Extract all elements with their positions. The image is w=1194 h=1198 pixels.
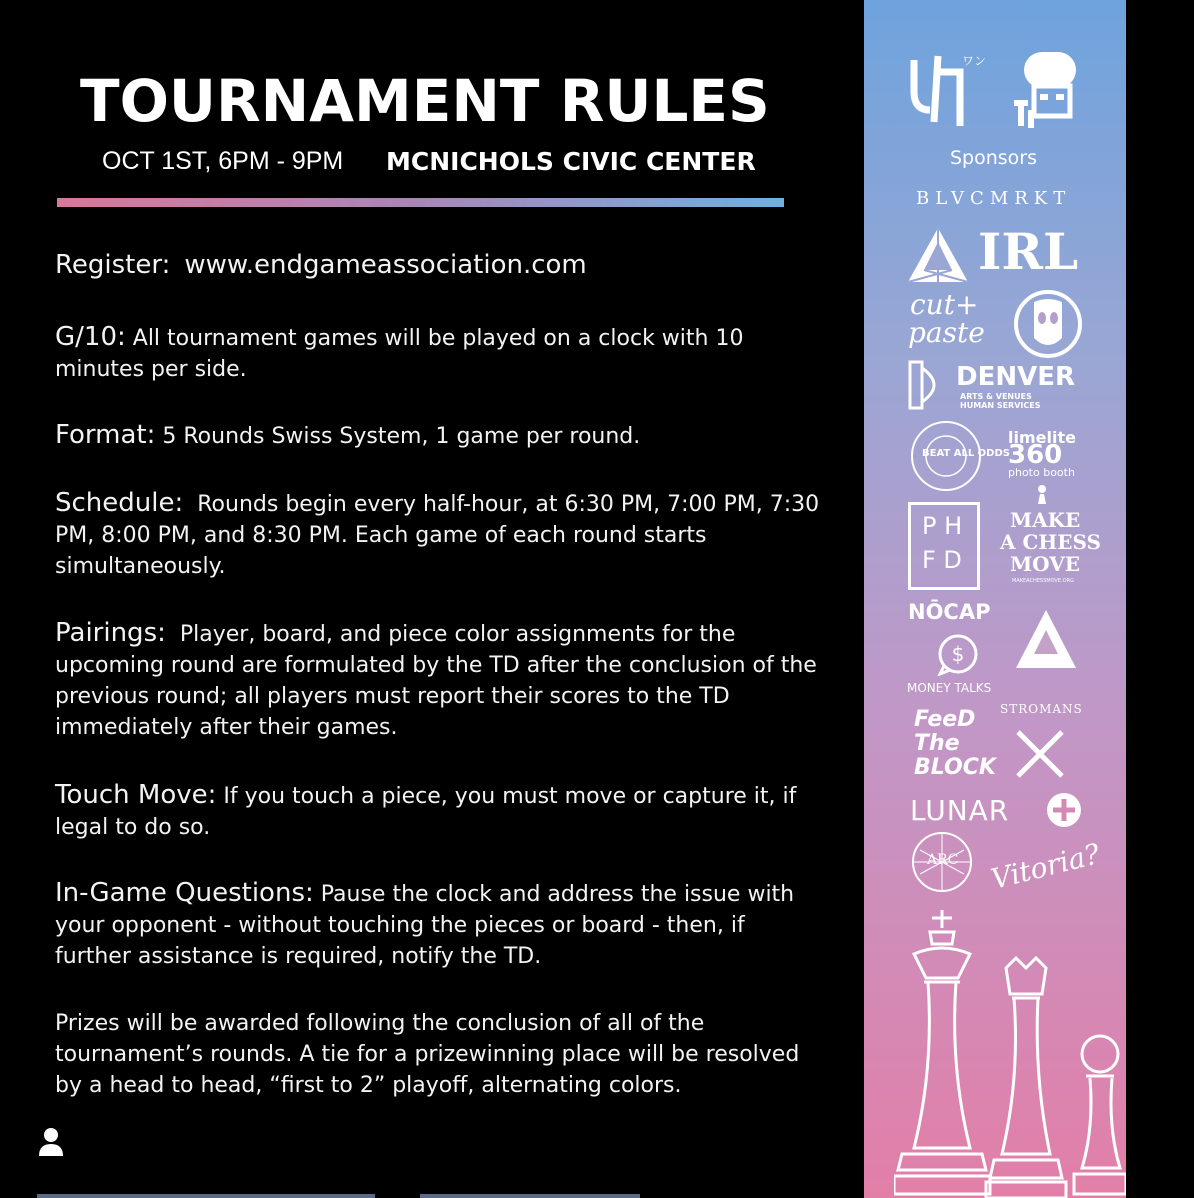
- rule-label: Schedule:: [55, 488, 184, 518]
- wan-kana: ワン: [962, 54, 987, 68]
- sponsor-blvcmrkt: BLVCMRKT: [916, 188, 1072, 209]
- lunar-plus-icon: [1046, 792, 1082, 828]
- dollar-bubble-icon: [936, 634, 980, 676]
- triangle-logo: [906, 224, 970, 284]
- sponsor-cut-paste-line1: cut+: [910, 288, 979, 321]
- triangle-a-logo: [1014, 606, 1078, 670]
- mcm-line1: MAKE: [1010, 508, 1081, 532]
- crossed-knives-icon: [1012, 728, 1068, 780]
- rule-prizes: [55, 1008, 825, 1101]
- rule-text: All tournament games will be played on a clock with 10 minutes per side.: [55, 326, 744, 382]
- sponsor-arc: ARC: [927, 852, 959, 868]
- rule-text: 5 Rounds Swiss System, 1 game per round.: [162, 424, 641, 449]
- profile-avatar-icon[interactable]: [35, 1126, 67, 1160]
- gradient-divider: [57, 198, 784, 207]
- rule-label: Register:: [55, 250, 171, 280]
- sponsors-panel: [864, 0, 1126, 1198]
- mcm-line2: A CHESS: [1000, 530, 1101, 554]
- rule-text: Prizes will be awarded following the conclusion of all of the tournament’s rounds. A tie for a prizewinning place will be resolved by a head to head, “first to 2” playoff, alternating colors.: [55, 1011, 800, 1098]
- event-venue: MCNICHOLS CIVIC CENTER: [386, 147, 756, 176]
- sponsor-vitoria: Vitoria?: [987, 837, 1104, 896]
- denver-sub-2: HUMAN SERVICES: [960, 401, 1041, 410]
- mcm-url: MAKEACHESSMOVE.ORG: [1012, 578, 1074, 584]
- limelite-photo-booth: photo booth: [1008, 466, 1075, 479]
- rule-label: In-Game Questions:: [55, 878, 314, 908]
- sponsor-beat-all-odds: BEAT ALL ODDS: [922, 448, 1010, 459]
- rule-label: Format:: [55, 420, 156, 450]
- svg-text:$: $: [951, 642, 965, 666]
- sponsor-nocap: NŌCAP: [908, 600, 991, 624]
- page-title: TOURNAMENT RULES: [80, 67, 770, 135]
- sponsor-irl: IRL: [978, 222, 1079, 281]
- phfd-line1: P H: [922, 512, 963, 540]
- rule-text: Rounds begin every half-hour, at 6:30 PM, 7:00 PM, 7:30 PM, 8:00 PM, and 8:30 PM. Each game of each round starts simultaneously.: [55, 492, 820, 579]
- sponsor-denver: DENVER: [956, 362, 1076, 392]
- sponsors-heading: Sponsors: [950, 147, 1038, 169]
- sponsor-limelite: limelite: [1008, 428, 1076, 447]
- bottom-scroll-indicator: [37, 1194, 375, 1198]
- rule-register: [55, 250, 587, 282]
- rule-text: If you touch a piece, you must move or capture it, if legal to do so.: [55, 784, 797, 840]
- sponsor-stromans: STROMANS: [1000, 702, 1083, 716]
- rule-label: Pairings:: [55, 618, 166, 648]
- phfd-line2: F D: [922, 546, 962, 574]
- wan-logo: [908, 52, 970, 132]
- pixel-figure-logo: [1012, 50, 1084, 132]
- rule-text: Pause the clock and address the issue with your opponent - without touching the pieces or board - then, if further assistance is required, notify the TD.: [55, 882, 795, 969]
- sponsor-feed-the-block: FeeD The BLOCK: [914, 707, 996, 780]
- rule-schedule: [55, 488, 825, 582]
- rule-touch-move: [55, 780, 825, 843]
- rule-label: Touch Move:: [55, 780, 217, 810]
- denver-logo-mark: [908, 360, 948, 410]
- limelite-360: 360: [1008, 440, 1063, 470]
- rule-g10: [55, 322, 825, 385]
- rule-pairings: [55, 618, 825, 743]
- denver-sub-1: ARTS & VENUES: [960, 392, 1032, 401]
- register-link[interactable]: www.endgameassociation.com: [184, 250, 587, 280]
- mask-circle-logo: [1012, 288, 1084, 360]
- rule-text: Player, board, and piece color assignments for the upcoming round are formulated by the TD after the conclusion of the previous round; all players must report their scores to the TD immediately after their games.: [55, 622, 817, 740]
- event-date: OCT 1ST, 6PM - 9PM: [102, 147, 344, 175]
- mcm-line3: MOVE: [1010, 552, 1080, 576]
- rule-format: [55, 420, 640, 452]
- sponsor-cut-paste-line2: paste: [908, 316, 985, 349]
- bottom-scroll-indicator-2: [420, 1194, 640, 1198]
- rule-label: G/10:: [55, 322, 126, 352]
- rule-in-game-questions: [55, 878, 825, 972]
- sponsor-lunar: LUNAR: [910, 794, 1010, 827]
- sponsor-money-talks: MONEY TALKS: [907, 681, 992, 695]
- chess-pawn-icon: [1035, 484, 1049, 506]
- chess-pieces-illustration: [894, 898, 1126, 1198]
